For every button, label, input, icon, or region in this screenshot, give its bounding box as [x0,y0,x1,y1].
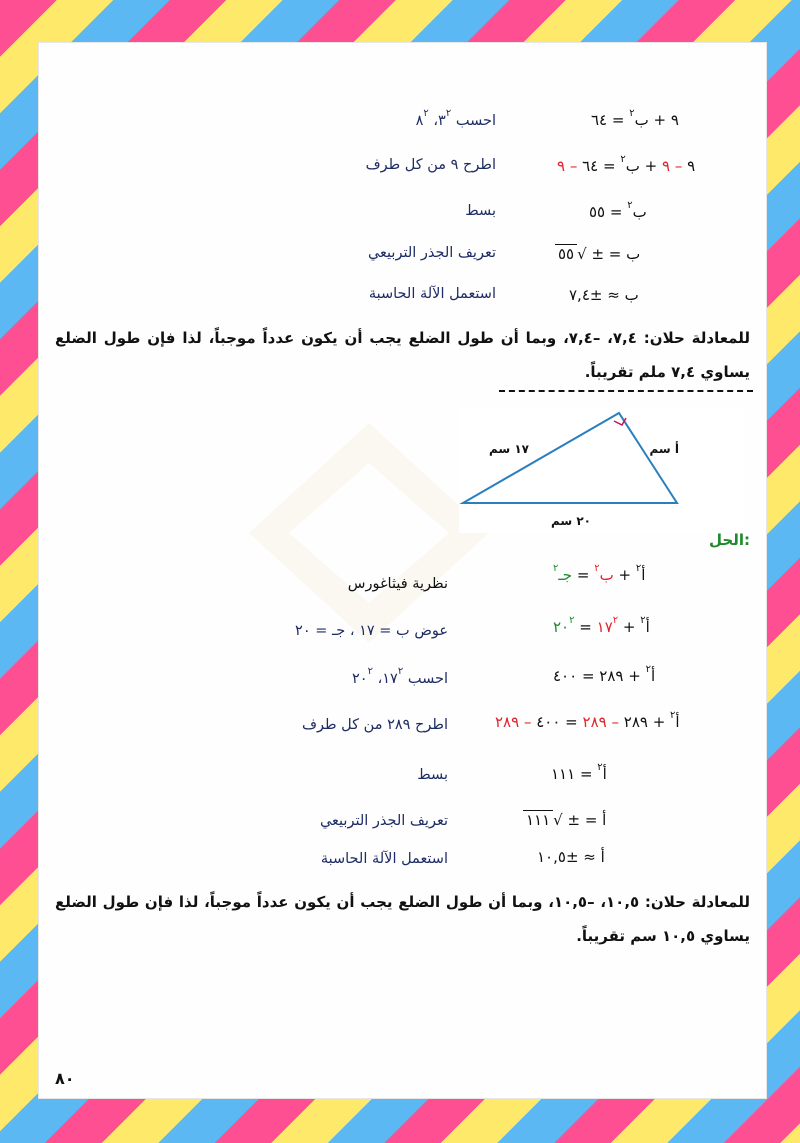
solution-label: الحل: [709,531,750,549]
eq-row-b1: ٩ + ب$^٢$ = ٦٤ [591,108,679,129]
page-sheet [38,42,767,1099]
eq-row-c5: أ$^٢$ = ١١١ [551,762,607,783]
note-row-c4: اطرح ٢٨٩ من كل طرف [301,717,448,733]
triangle-figure [459,409,743,533]
eq-row-c3: أ$^٢$ + ٢٨٩ = ٤٠٠ [553,664,656,685]
label-side-a: أ سم [649,442,679,456]
note-row-c5: بسط [417,767,448,783]
eq-row-b5: ب ≈ ±٧,٤ [569,286,639,304]
note-row-c7: استعمل الآلة الحاسبة [320,851,448,867]
note-row-b1: احسب $٣^٢،$ $٨^٢$ [415,108,496,129]
triangle-shape [463,413,677,503]
note-row-c2: عوض ب = ١٧ ، جـ = ٢٠ [295,623,448,639]
note-row-b5: استعمل الآلة الحاسبة [368,286,496,302]
note-row-b3: بسط [465,203,496,219]
eq-row-c7: أ ≈ ±١٠,٥ [537,848,605,866]
eq-row-b2: ٩ – ٩ + ب$^٢$ = ٦٤ – ٩ [557,154,696,175]
note-row-b4: تعريف الجذر التربيعي [367,245,496,261]
note-row-c1: نظرية فيثاغورس [347,576,448,592]
label-base: ٢٠ سم [550,514,591,528]
eq-row-c6: أ = ± √١١١ [523,811,606,829]
label-hypotenuse: ١٧ سم [488,442,529,456]
eq-row-c2: أ$^٢$ + $١٧^٢$ = $٢٠^٢$ [553,615,650,636]
note-row-c6: تعريف الجذر التربيعي [319,813,448,829]
note-row-c3: احسب $١٧^٢،$ $٢٠^٢$ [352,666,448,687]
eq-row-c1: أ$^٢$ + ب$^٢$ = جـ$^٢$ [553,563,646,584]
eq-row-c4: أ$^٢$ + ٢٨٩ – ٢٨٩ = ٤٠٠ – ٢٨٩ [495,710,680,731]
conclusion-c: للمعادلة حلان: ١٠,٥، –١٠,٥، وبما أن طول الضلع يجب أن يكون عدداً موجباً، لذا فإن طول الضلع يساوي ١٠,٥ سم تقريباً. [55,893,750,945]
section-divider [499,390,753,392]
eq-row-b3: ب$^٢$ = ٥٥ [589,200,647,221]
conclusion-b: للمعادلة حلان: ٧,٤، –٧,٤، وبما أن طول الضلع يجب أن يكون عدداً موجباً، لذا فإن طول الضلع يساوي ٧,٤ ملم تقريباً. [55,329,750,381]
page-number: ٨٠ [55,1069,75,1088]
right-angle-marker [614,418,626,425]
note-row-b2: اطرح ٩ من كل طرف [365,157,496,173]
eq-row-b4: ب = ± √٥٥ [555,245,640,263]
